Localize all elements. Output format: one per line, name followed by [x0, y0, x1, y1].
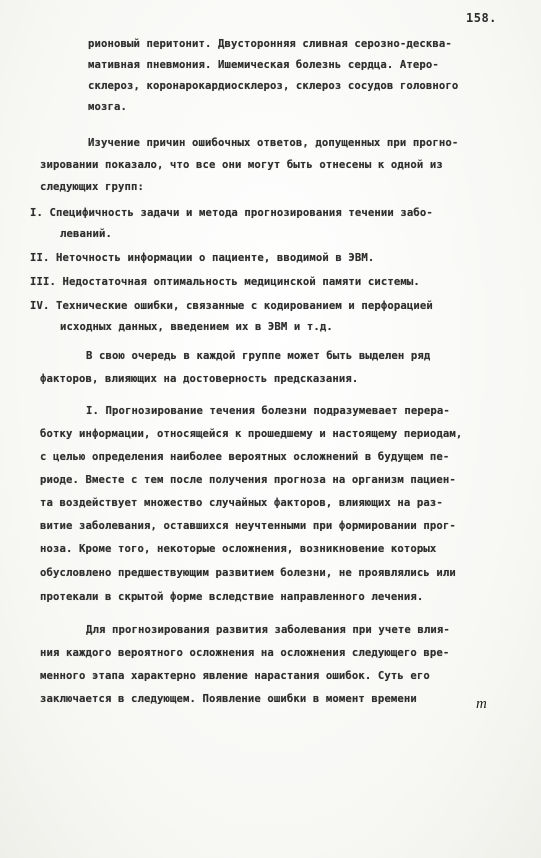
- list-item: I. Специфичность задачи и метода прогнозирования течении забо-: [30, 207, 433, 219]
- list-item: III. Недостаточная оптимальность медицинской памяти системы.: [30, 276, 420, 288]
- text-line: исходных данных, введением их в ЭВМ и т.д.: [60, 321, 333, 333]
- text-line: обусловлено предшествующим развитием болезни, не проявлялись или: [40, 567, 456, 579]
- text-line: склероз, коронарокардиосклероз, склероз сосудов головного: [88, 80, 459, 92]
- text-line: ноза. Кроме того, некоторые осложнения, возникновение которых: [40, 543, 437, 555]
- text-line: I. Прогнозирование течения болезни подразумевает перера-: [86, 405, 450, 417]
- text-line: зировании показало, что все они могут быть отнесены к одной из: [40, 159, 443, 171]
- text-line: ботку информации, относящейся к прошедшему и настоящему периодам,: [40, 428, 463, 440]
- text-line: витие заболевания, оставшихся неучтенными при формировании прог-: [40, 520, 456, 532]
- text-line: ния каждого вероятного осложнения на осложнения следующего вре-: [40, 647, 450, 659]
- handwritten-variable: m: [476, 696, 487, 712]
- text-line: рионовый перитонит. Двусторонняя сливная серозно-десква-: [88, 38, 452, 50]
- text-line: риоде. Вместе с тем после получения прогноза на организм пациен-: [40, 474, 456, 486]
- text-line: менного этапа характерно явление нарастания ошибок. Суть его: [40, 670, 430, 682]
- text-line: В свою очередь в каждой группе может быть выделен ряд: [86, 350, 431, 362]
- text-line: следующих групп:: [40, 181, 144, 193]
- text-line: леваний.: [60, 228, 112, 240]
- text-line: протекали в скрытой форме вследствие направленного лечения.: [40, 591, 424, 603]
- text-line: заключается в следующем. Появление ошибки в момент времени: [40, 693, 417, 705]
- text-line: с целью определения наиболее вероятных осложнений в будущем пе-: [40, 451, 450, 463]
- page-number: 158.: [466, 11, 497, 25]
- text-line: Для прогнозирования развития заболевания при учете влия-: [86, 624, 450, 636]
- list-item: II. Неточность информации о пациенте, вводимой в ЭВМ.: [30, 252, 375, 264]
- text-line: та воздействует множество случайных факторов, влияющих на раз-: [40, 497, 443, 509]
- list-item: IV. Технические ошибки, связанные с кодированием и перфорацией: [30, 300, 433, 312]
- text-line: Изучение причин ошибочных ответов, допущенных при прогно-: [88, 137, 459, 149]
- text-line: мативная пневмония. Ишемическая болезнь сердца. Атеро-: [88, 59, 439, 71]
- text-line: мозга.: [88, 101, 127, 113]
- text-line: факторов, влияющих на достоверность предсказания.: [40, 373, 359, 385]
